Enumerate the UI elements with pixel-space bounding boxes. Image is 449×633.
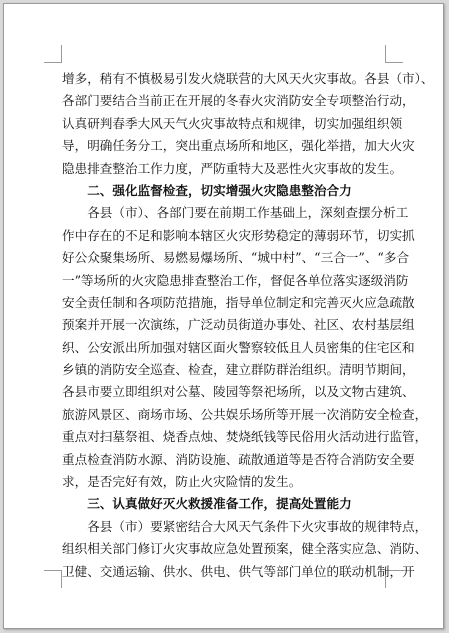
paragraph-line: 预案并开展一次演练，广泛动员街道办事处、社区、农村基层组 xyxy=(62,317,415,333)
paragraph-line: 卫健、交通运输、供水、供电、供气等部门单位的联动机制，开 xyxy=(62,563,415,579)
paragraph-line: 求，是否完好有效，防止火灾险情的发生。 xyxy=(62,474,302,490)
paragraph-line: 各部门要结合当前正在开展的冬春火灾消防安全专项整治行动， xyxy=(62,93,415,109)
paragraph-line: 各县（市）、各部门要在前期工作基础上，深刻查摆分析工 xyxy=(62,205,409,221)
paragraph-line: 一”等场所的火灾隐患排查整治工作，督促各单位落实逐级消防 xyxy=(62,272,409,288)
paragraph-line: 旅游风景区、商场市场、公共娱乐场所等开展一次消防安全检查， xyxy=(62,406,428,422)
paragraph-line: 重点检查消防水源、消防设施、疏散通道等是否符合消防安全要 xyxy=(62,451,415,467)
paragraph-line: 作中存在的不足和影响本辖区火灾形势稳定的薄弱环节，切实抓 xyxy=(62,227,415,243)
document-page xyxy=(3,3,444,629)
document-body xyxy=(62,68,434,583)
paragraph-line: 安全责任制和各项防范措施，指导单位制定和完善灭火应急疏散 xyxy=(62,294,415,310)
crop-mark-bottom-left xyxy=(44,570,62,588)
paragraph-line: 重点对扫墓祭祖、烧香点烛、焚烧纸钱等民俗用火活动进行监管， xyxy=(62,429,428,445)
paragraph-line: 好公众聚集场所、易燃易爆场所、“城中村”、“三合一”、“多合 xyxy=(62,250,410,266)
paragraph-line: 乡镇的消防安全巡查、检查，建立群防群治组织。清明节期间， xyxy=(62,362,415,378)
paragraph-line: 织、公安派出所加强对辖区面火警察较低且人员密集的住宅区和 xyxy=(62,339,415,355)
paragraph-line: 各县市要立即组织对公墓、陵园等祭祀场所，以及文物古建筑、 xyxy=(62,384,415,400)
paragraph-line: 增多，稍有不慎极易引发火烧联营的大风天火灾事故。各县（市）、 xyxy=(62,71,434,86)
crop-mark-top-right xyxy=(385,45,403,63)
paragraph-line: 认真研判春季大风天气火灾事故特点和规律，切实加强组织领 xyxy=(62,115,403,131)
paragraph-line: 组织相关部门修订火灾事故应急处置预案，健全落实应急、消防、 xyxy=(62,541,428,557)
paragraph-line: 各县（市）要紧密结合大风天气条件下火灾事故的规律特点， xyxy=(62,518,428,534)
crop-mark-top-left xyxy=(44,45,62,63)
section-heading: 二、强化监督检查，切实增强火灾隐患整治合力 xyxy=(62,182,352,198)
section-heading: 三、认真做好灭火救援准备工作，提高处置能力 xyxy=(62,496,352,512)
paragraph-line: 隐患排查整治工作力度，严防重特大及恶性火灾事故的发生。 xyxy=(62,160,403,176)
paragraph-line: 导，明确任务分工，突出重点场所和地区，强化举措，加大火灾 xyxy=(62,138,415,154)
